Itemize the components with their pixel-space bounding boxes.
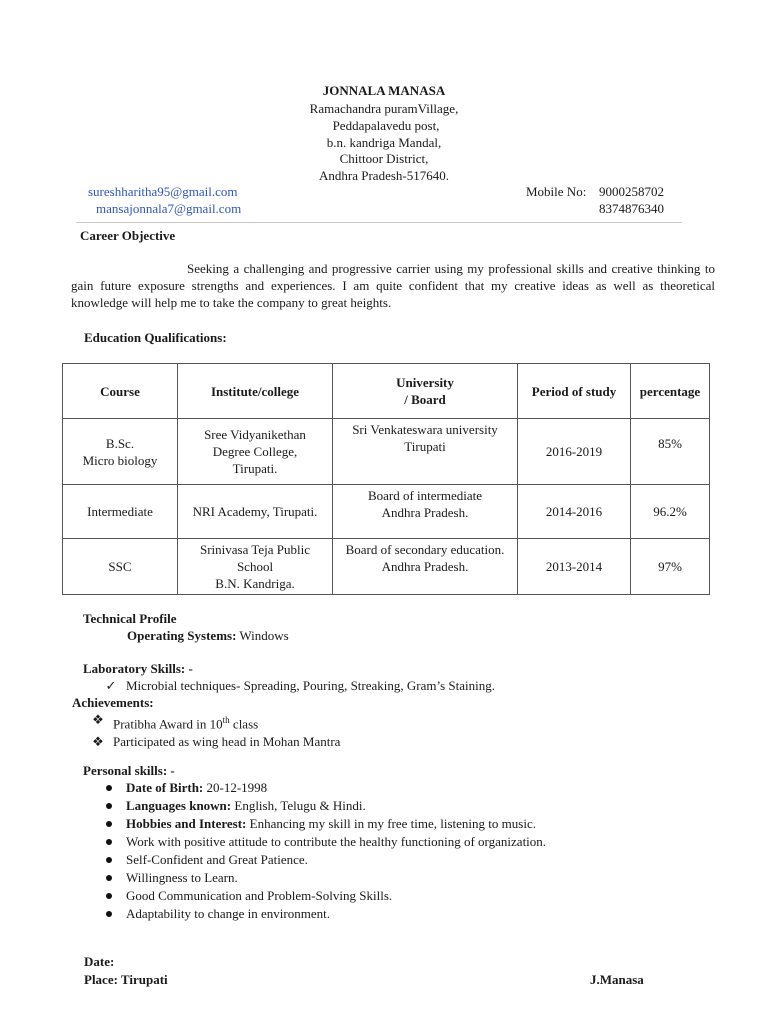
operating-systems-label: Operating Systems: (127, 628, 237, 643)
cell-institute (178, 539, 333, 595)
cell-line: Degree College, (212, 444, 298, 459)
email-link[interactable]: sureshharitha95@gmail.com (88, 184, 238, 199)
operating-systems-value: Windows (236, 628, 289, 643)
personal-skills-heading: Personal skills: - (83, 763, 175, 778)
table-row (63, 485, 710, 539)
column-header-board-line: University (396, 375, 454, 390)
list-item (105, 677, 495, 695)
cell-line: Sri Venkateswara university (352, 422, 498, 437)
cell-course: SSC (63, 539, 178, 595)
column-header-institute: Institute/college (178, 364, 333, 419)
career-objective-heading: Career Objective (80, 228, 176, 243)
address-line: Peddapalavedu post, (332, 118, 440, 133)
bullet-dot-icon (106, 875, 112, 881)
list-item (126, 869, 546, 887)
laboratory-skills-list (105, 677, 495, 695)
technical-profile-heading: Technical Profile (83, 611, 177, 626)
candidate-name: JONNALA MANASA (322, 83, 446, 98)
cell-board (333, 485, 518, 539)
cell-percentage: 85% (631, 419, 710, 485)
list-item-label: Date of Birth: (126, 780, 204, 795)
list-item (126, 905, 546, 923)
operating-systems-line (127, 627, 289, 644)
email-link[interactable]: mansajonnala7@gmail.com (96, 201, 242, 216)
list-item (126, 779, 546, 797)
bullet-dot-icon (106, 911, 112, 917)
divider (76, 222, 682, 223)
list-item (126, 797, 546, 815)
table-row (63, 539, 710, 595)
list-item-text: Participated as wing head in Mohan Mantra (113, 734, 341, 750)
list-item-superscript: th (222, 715, 230, 725)
list-item-text: Pratibha Award in 10 (113, 716, 223, 732)
list-item (92, 733, 341, 751)
cell-period: 2013-2014 (518, 539, 631, 595)
diamond-bullet-icon: ❖ (92, 734, 104, 750)
cell-line: Sree Vidyanikethan (204, 427, 306, 442)
address-line: b.n. kandriga Mandal, (326, 135, 442, 150)
list-item-text: Self-Confident and Great Patience. (126, 852, 308, 867)
cell-board (333, 419, 518, 485)
cell-line: Board of intermediate (367, 488, 483, 503)
bullet-dot-icon (106, 785, 112, 791)
cell-line: Micro biology (82, 452, 158, 468)
cell-line: School (236, 559, 274, 574)
list-item-value: Enhancing my skill in my free time, listening to music. (246, 816, 536, 831)
cell-course: Intermediate (63, 485, 178, 539)
bullet-dot-icon (106, 803, 112, 809)
cell-percentage: 97% (631, 539, 710, 595)
list-item-label: Languages known: (126, 798, 232, 813)
list-item (126, 833, 546, 851)
list-item-text: Microbial techniques- Spreading, Pouring, Streaking, Gram’s Staining. (126, 678, 495, 693)
cell-line: Board of secondary education. (345, 542, 505, 557)
address-line: Ramachandra puramVillage, (309, 101, 459, 116)
checkmark-icon: ✓ (105, 678, 117, 693)
cell-institute (178, 419, 333, 485)
career-objective-text: Seeking a challenging and progressive carrier using my professional skills and creative thinking to gain future exposure strengths and experiences. I am quite confident that my creative ideas as well as theoretical knowledge will help me to take the company to great heights. (71, 261, 715, 310)
column-header-percentage: percentage (631, 364, 710, 419)
list-item-value: 20-12-1998 (203, 780, 268, 795)
table-header-row (63, 364, 710, 419)
list-item (92, 711, 340, 733)
laboratory-skills-heading: Laboratory Skills: - (83, 661, 193, 676)
cell-course (63, 419, 178, 485)
date-label: Date: (84, 954, 115, 969)
bullet-dot-icon (106, 893, 112, 899)
mobile-label: Mobile No: (526, 184, 587, 199)
personal-skills-list (126, 779, 546, 923)
signature: J.Manasa (590, 972, 644, 987)
achievements-list (92, 711, 341, 751)
cell-line: B.Sc. (105, 435, 135, 451)
bullet-dot-icon (106, 839, 112, 845)
list-item (126, 851, 546, 869)
column-header-course: Course (63, 364, 178, 419)
cell-line: B.N. Kandriga. (215, 576, 295, 591)
list-item-text: Adaptability to change in environment. (126, 906, 330, 921)
education-table (62, 363, 710, 595)
cell-line: Tirupati (404, 439, 446, 454)
list-item-label: Hobbies and Interest: (126, 816, 247, 831)
cell-line: Srinivasa Teja Public (199, 542, 311, 557)
mobile-number: 9000258702 (599, 184, 664, 199)
list-item (126, 887, 546, 905)
cell-line: Andhra Pradesh. (381, 505, 469, 520)
cell-period: 2016-2019 (518, 419, 631, 485)
education-heading: Education Qualifications: (84, 330, 227, 345)
address-line: Andhra Pradesh-517640. (319, 168, 449, 183)
table-row (63, 419, 710, 485)
list-item-text: class (229, 716, 259, 732)
cell-line: Tirupati. (232, 461, 278, 476)
list-item-text: Good Communication and Problem-Solving Skills. (126, 888, 393, 903)
list-item-value: English, Telugu & Hindi. (231, 798, 366, 813)
bullet-dot-icon (106, 857, 112, 863)
cell-percentage: 96.2% (631, 485, 710, 539)
mobile-number: 8374876340 (599, 201, 664, 216)
column-header-board (333, 364, 518, 419)
cell-institute: NRI Academy, Tirupati. (178, 485, 333, 539)
achievements-heading: Achievements: (72, 695, 154, 710)
cell-period: 2014-2016 (518, 485, 631, 539)
list-item-text: Work with positive attitude to contribute the healthy functioning of organization. (126, 834, 547, 849)
cell-board (333, 539, 518, 595)
column-header-board-line: / Board (404, 392, 446, 407)
column-header-period: Period of study (518, 364, 631, 419)
place-label: Place: Tirupati (84, 972, 168, 987)
list-item (126, 815, 546, 833)
diamond-bullet-icon: ❖ (92, 712, 104, 727)
list-item-text: Willingness to Learn. (126, 870, 238, 885)
cell-line: Andhra Pradesh. (381, 559, 469, 574)
address-line: Chittoor District, (339, 151, 429, 166)
bullet-dot-icon (106, 821, 112, 827)
